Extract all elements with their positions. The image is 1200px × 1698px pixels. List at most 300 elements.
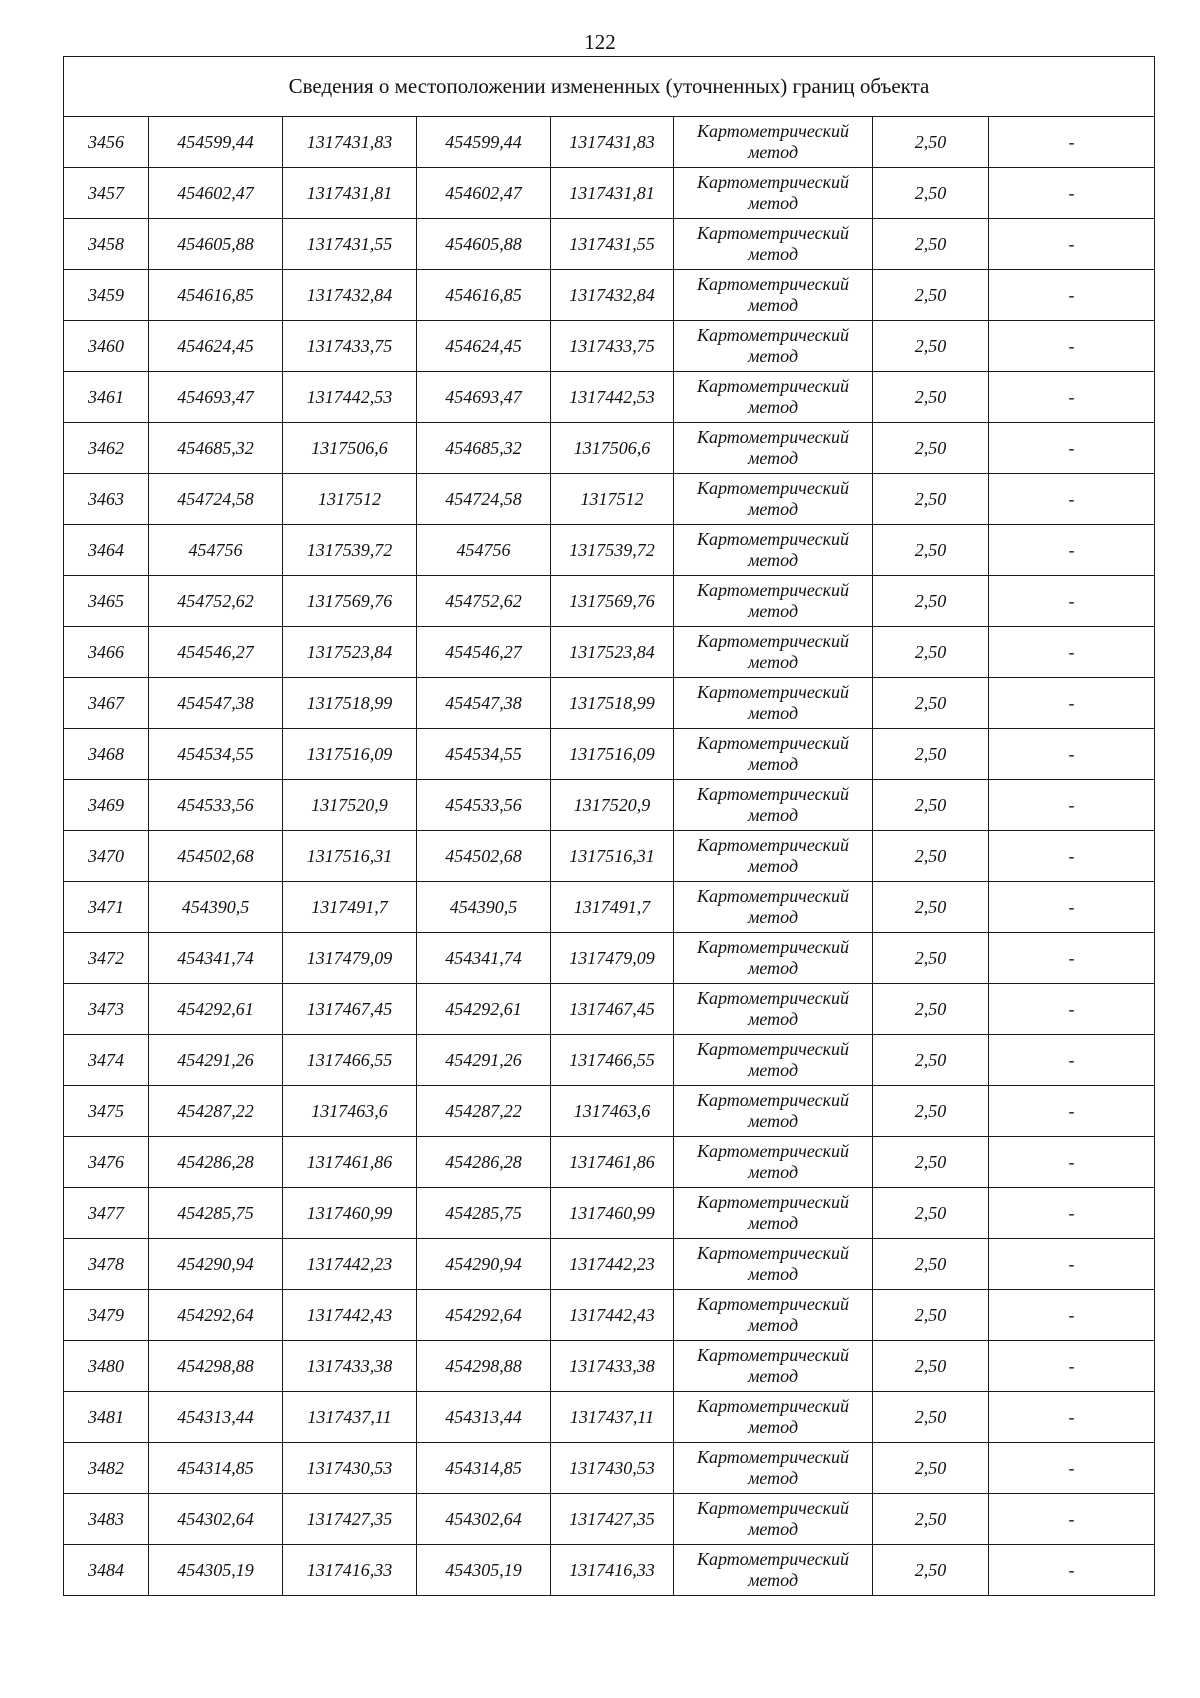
method-cell xyxy=(674,780,873,831)
point-number-cell: 3465 xyxy=(64,576,149,627)
method-line-1: Картометрический xyxy=(696,478,849,498)
refined-x-cell: 454693,47 xyxy=(417,372,551,423)
method-line-2: метод xyxy=(747,1060,799,1080)
refined-y-cell: 1317463,6 xyxy=(551,1086,674,1137)
method-line-1: Картометрический xyxy=(696,1039,849,1059)
method-cell xyxy=(674,831,873,882)
method-line-2: метод xyxy=(747,856,799,876)
method-line-2: метод xyxy=(747,652,799,672)
method-line-2: метод xyxy=(747,1162,799,1182)
method-cell xyxy=(674,1239,873,1290)
method-cell xyxy=(674,1443,873,1494)
table-row xyxy=(64,678,1155,729)
table-row xyxy=(64,321,1155,372)
existing-y-cell: 1317467,45 xyxy=(283,984,417,1035)
table-row xyxy=(64,1086,1155,1137)
table-row xyxy=(64,117,1155,168)
method-cell xyxy=(674,678,873,729)
method-cell xyxy=(674,933,873,984)
refined-x-cell: 454313,44 xyxy=(417,1392,551,1443)
existing-y-cell: 1317516,31 xyxy=(283,831,417,882)
existing-x-cell: 454605,88 xyxy=(149,219,283,270)
description-cell: - xyxy=(989,984,1155,1035)
method-line-1: Картометрический xyxy=(696,1192,849,1212)
method-line-1: Картометрический xyxy=(696,1243,849,1263)
existing-y-cell: 1317463,6 xyxy=(283,1086,417,1137)
table-row xyxy=(64,831,1155,882)
existing-y-cell: 1317431,81 xyxy=(283,168,417,219)
existing-y-cell: 1317433,75 xyxy=(283,321,417,372)
method-line-2: метод xyxy=(747,244,799,264)
method-line-1: Картометрический xyxy=(696,529,849,549)
point-number-cell: 3467 xyxy=(64,678,149,729)
existing-x-cell: 454314,85 xyxy=(149,1443,283,1494)
existing-y-cell: 1317437,11 xyxy=(283,1392,417,1443)
point-number-cell: 3466 xyxy=(64,627,149,678)
point-number-cell: 3472 xyxy=(64,933,149,984)
description-cell: - xyxy=(989,474,1155,525)
accuracy-cell: 2,50 xyxy=(873,1494,989,1545)
point-number-cell: 3460 xyxy=(64,321,149,372)
accuracy-cell: 2,50 xyxy=(873,270,989,321)
table-row xyxy=(64,1545,1155,1596)
method-cell xyxy=(674,1137,873,1188)
refined-y-cell: 1317467,45 xyxy=(551,984,674,1035)
accuracy-cell: 2,50 xyxy=(873,372,989,423)
refined-x-cell: 454390,5 xyxy=(417,882,551,933)
method-line-2: метод xyxy=(747,295,799,315)
existing-x-cell: 454390,5 xyxy=(149,882,283,933)
point-number-cell: 3458 xyxy=(64,219,149,270)
table-row xyxy=(64,780,1155,831)
refined-x-cell: 454599,44 xyxy=(417,117,551,168)
method-cell xyxy=(674,1545,873,1596)
method-line-2: метод xyxy=(747,550,799,570)
method-cell xyxy=(674,576,873,627)
existing-y-cell: 1317432,84 xyxy=(283,270,417,321)
existing-y-cell: 1317442,23 xyxy=(283,1239,417,1290)
refined-x-cell: 454616,85 xyxy=(417,270,551,321)
description-cell: - xyxy=(989,1035,1155,1086)
existing-y-cell: 1317491,7 xyxy=(283,882,417,933)
method-line-1: Картометрический xyxy=(696,427,849,447)
existing-y-cell: 1317442,43 xyxy=(283,1290,417,1341)
description-cell: - xyxy=(989,270,1155,321)
existing-y-cell: 1317430,53 xyxy=(283,1443,417,1494)
accuracy-cell: 2,50 xyxy=(873,525,989,576)
accuracy-cell: 2,50 xyxy=(873,423,989,474)
refined-y-cell: 1317416,33 xyxy=(551,1545,674,1596)
accuracy-cell: 2,50 xyxy=(873,576,989,627)
existing-y-cell: 1317506,6 xyxy=(283,423,417,474)
method-line-1: Картометрический xyxy=(696,835,849,855)
method-line-2: метод xyxy=(747,1468,799,1488)
refined-y-cell: 1317461,86 xyxy=(551,1137,674,1188)
method-line-1: Картометрический xyxy=(696,274,849,294)
point-number-cell: 3469 xyxy=(64,780,149,831)
existing-x-cell: 454724,58 xyxy=(149,474,283,525)
description-cell: - xyxy=(989,882,1155,933)
method-cell xyxy=(674,984,873,1035)
method-line-2: метод xyxy=(747,397,799,417)
accuracy-cell: 2,50 xyxy=(873,729,989,780)
table-row xyxy=(64,168,1155,219)
method-line-2: метод xyxy=(747,142,799,162)
accuracy-cell: 2,50 xyxy=(873,933,989,984)
refined-y-cell: 1317431,81 xyxy=(551,168,674,219)
method-line-2: метод xyxy=(747,1213,799,1233)
description-cell: - xyxy=(989,1086,1155,1137)
method-line-1: Картометрический xyxy=(696,1294,849,1314)
existing-x-cell: 454287,22 xyxy=(149,1086,283,1137)
refined-y-cell: 1317431,55 xyxy=(551,219,674,270)
accuracy-cell: 2,50 xyxy=(873,474,989,525)
refined-x-cell: 454685,32 xyxy=(417,423,551,474)
existing-y-cell: 1317461,86 xyxy=(283,1137,417,1188)
point-number-cell: 3479 xyxy=(64,1290,149,1341)
refined-x-cell: 454287,22 xyxy=(417,1086,551,1137)
method-line-2: метод xyxy=(747,754,799,774)
table-row xyxy=(64,1239,1155,1290)
description-cell: - xyxy=(989,321,1155,372)
method-cell xyxy=(674,729,873,780)
point-number-cell: 3461 xyxy=(64,372,149,423)
existing-x-cell: 454599,44 xyxy=(149,117,283,168)
existing-x-cell: 454292,64 xyxy=(149,1290,283,1341)
method-line-2: метод xyxy=(747,805,799,825)
accuracy-cell: 2,50 xyxy=(873,882,989,933)
point-number-cell: 3483 xyxy=(64,1494,149,1545)
existing-x-cell: 454616,85 xyxy=(149,270,283,321)
refined-x-cell: 454624,45 xyxy=(417,321,551,372)
table-row xyxy=(64,372,1155,423)
refined-x-cell: 454298,88 xyxy=(417,1341,551,1392)
method-line-2: метод xyxy=(747,958,799,978)
existing-y-cell: 1317466,55 xyxy=(283,1035,417,1086)
method-line-1: Картометрический xyxy=(696,1549,849,1569)
accuracy-cell: 2,50 xyxy=(873,1137,989,1188)
point-number-cell: 3468 xyxy=(64,729,149,780)
method-cell xyxy=(674,117,873,168)
table-row xyxy=(64,1341,1155,1392)
method-line-2: метод xyxy=(747,499,799,519)
refined-y-cell: 1317432,84 xyxy=(551,270,674,321)
point-number-cell: 3463 xyxy=(64,474,149,525)
refined-y-cell: 1317442,53 xyxy=(551,372,674,423)
description-cell: - xyxy=(989,1545,1155,1596)
accuracy-cell: 2,50 xyxy=(873,780,989,831)
method-line-1: Картометрический xyxy=(696,223,849,243)
refined-x-cell: 454724,58 xyxy=(417,474,551,525)
existing-y-cell: 1317512 xyxy=(283,474,417,525)
description-cell: - xyxy=(989,933,1155,984)
accuracy-cell: 2,50 xyxy=(873,1086,989,1137)
existing-x-cell: 454302,64 xyxy=(149,1494,283,1545)
method-line-1: Картометрический xyxy=(696,988,849,1008)
refined-y-cell: 1317442,23 xyxy=(551,1239,674,1290)
refined-x-cell: 454292,61 xyxy=(417,984,551,1035)
refined-y-cell: 1317460,99 xyxy=(551,1188,674,1239)
accuracy-cell: 2,50 xyxy=(873,1341,989,1392)
method-line-2: метод xyxy=(747,703,799,723)
refined-y-cell: 1317466,55 xyxy=(551,1035,674,1086)
description-cell: - xyxy=(989,525,1155,576)
method-cell xyxy=(674,1392,873,1443)
refined-y-cell: 1317433,38 xyxy=(551,1341,674,1392)
existing-x-cell: 454298,88 xyxy=(149,1341,283,1392)
refined-x-cell: 454305,19 xyxy=(417,1545,551,1596)
method-cell xyxy=(674,1494,873,1545)
method-cell xyxy=(674,372,873,423)
refined-x-cell: 454292,64 xyxy=(417,1290,551,1341)
table-row xyxy=(64,729,1155,780)
method-line-2: метод xyxy=(747,1519,799,1539)
refined-x-cell: 454290,94 xyxy=(417,1239,551,1290)
point-number-cell: 3482 xyxy=(64,1443,149,1494)
method-line-1: Картометрический xyxy=(696,580,849,600)
method-cell xyxy=(674,1086,873,1137)
refined-y-cell: 1317506,6 xyxy=(551,423,674,474)
table-row xyxy=(64,1188,1155,1239)
method-line-2: метод xyxy=(747,1570,799,1590)
existing-x-cell: 454341,74 xyxy=(149,933,283,984)
method-cell xyxy=(674,1341,873,1392)
point-number-cell: 3480 xyxy=(64,1341,149,1392)
method-line-1: Картометрический xyxy=(696,1090,849,1110)
refined-y-cell: 1317516,09 xyxy=(551,729,674,780)
method-cell xyxy=(674,423,873,474)
table-row xyxy=(64,423,1155,474)
table-row xyxy=(64,1137,1155,1188)
method-cell xyxy=(674,1290,873,1341)
accuracy-cell: 2,50 xyxy=(873,1035,989,1086)
refined-y-cell: 1317516,31 xyxy=(551,831,674,882)
accuracy-cell: 2,50 xyxy=(873,1443,989,1494)
method-line-1: Картометрический xyxy=(696,682,849,702)
table-row xyxy=(64,525,1155,576)
table-title-row xyxy=(64,57,1155,117)
existing-y-cell: 1317416,33 xyxy=(283,1545,417,1596)
existing-x-cell: 454546,27 xyxy=(149,627,283,678)
method-cell xyxy=(674,1035,873,1086)
refined-x-cell: 454752,62 xyxy=(417,576,551,627)
method-line-1: Картометрический xyxy=(696,1498,849,1518)
existing-x-cell: 454534,55 xyxy=(149,729,283,780)
method-line-2: метод xyxy=(747,1366,799,1386)
point-number-cell: 3474 xyxy=(64,1035,149,1086)
table-row xyxy=(64,933,1155,984)
refined-x-cell: 454502,68 xyxy=(417,831,551,882)
refined-y-cell: 1317430,53 xyxy=(551,1443,674,1494)
method-line-2: метод xyxy=(747,1315,799,1335)
point-number-cell: 3470 xyxy=(64,831,149,882)
existing-x-cell: 454602,47 xyxy=(149,168,283,219)
method-line-2: метод xyxy=(747,1111,799,1131)
point-number-cell: 3464 xyxy=(64,525,149,576)
method-line-1: Картометрический xyxy=(696,325,849,345)
method-cell xyxy=(674,270,873,321)
description-cell: - xyxy=(989,831,1155,882)
existing-y-cell: 1317442,53 xyxy=(283,372,417,423)
method-line-1: Картометрический xyxy=(696,886,849,906)
method-cell xyxy=(674,525,873,576)
refined-x-cell: 454314,85 xyxy=(417,1443,551,1494)
table-row xyxy=(64,1494,1155,1545)
method-line-2: метод xyxy=(747,907,799,927)
existing-y-cell: 1317516,09 xyxy=(283,729,417,780)
method-line-2: метод xyxy=(747,601,799,621)
method-line-1: Картометрический xyxy=(696,1447,849,1467)
point-number-cell: 3457 xyxy=(64,168,149,219)
existing-x-cell: 454756 xyxy=(149,525,283,576)
method-line-1: Картометрический xyxy=(696,172,849,192)
refined-y-cell: 1317479,09 xyxy=(551,933,674,984)
point-number-cell: 3475 xyxy=(64,1086,149,1137)
existing-y-cell: 1317539,72 xyxy=(283,525,417,576)
accuracy-cell: 2,50 xyxy=(873,117,989,168)
refined-x-cell: 454302,64 xyxy=(417,1494,551,1545)
table-row xyxy=(64,1290,1155,1341)
refined-x-cell: 454547,38 xyxy=(417,678,551,729)
existing-x-cell: 454693,47 xyxy=(149,372,283,423)
description-cell: - xyxy=(989,576,1155,627)
boundary-coordinates-table xyxy=(63,56,1155,1596)
existing-x-cell: 454547,38 xyxy=(149,678,283,729)
accuracy-cell: 2,50 xyxy=(873,1545,989,1596)
method-line-2: метод xyxy=(747,1264,799,1284)
existing-x-cell: 454305,19 xyxy=(149,1545,283,1596)
table-row xyxy=(64,474,1155,525)
point-number-cell: 3471 xyxy=(64,882,149,933)
existing-y-cell: 1317520,9 xyxy=(283,780,417,831)
refined-x-cell: 454285,75 xyxy=(417,1188,551,1239)
existing-x-cell: 454292,61 xyxy=(149,984,283,1035)
point-number-cell: 3462 xyxy=(64,423,149,474)
existing-x-cell: 454313,44 xyxy=(149,1392,283,1443)
existing-y-cell: 1317460,99 xyxy=(283,1188,417,1239)
table-title: Сведения о местоположении измененных (уточненных) границ объекта xyxy=(64,57,1155,117)
point-number-cell: 3477 xyxy=(64,1188,149,1239)
refined-y-cell: 1317520,9 xyxy=(551,780,674,831)
table-row xyxy=(64,627,1155,678)
table-row xyxy=(64,1035,1155,1086)
description-cell: - xyxy=(989,1392,1155,1443)
method-line-2: метод xyxy=(747,1009,799,1029)
existing-x-cell: 454685,32 xyxy=(149,423,283,474)
description-cell: - xyxy=(989,423,1155,474)
description-cell: - xyxy=(989,1341,1155,1392)
method-line-1: Картометрический xyxy=(696,1141,849,1161)
page-number: 122 xyxy=(584,30,616,54)
refined-y-cell: 1317512 xyxy=(551,474,674,525)
accuracy-cell: 2,50 xyxy=(873,219,989,270)
existing-y-cell: 1317427,35 xyxy=(283,1494,417,1545)
point-number-cell: 3478 xyxy=(64,1239,149,1290)
refined-x-cell: 454756 xyxy=(417,525,551,576)
refined-x-cell: 454286,28 xyxy=(417,1137,551,1188)
method-line-1: Картометрический xyxy=(696,733,849,753)
refined-x-cell: 454534,55 xyxy=(417,729,551,780)
existing-x-cell: 454286,28 xyxy=(149,1137,283,1188)
accuracy-cell: 2,50 xyxy=(873,984,989,1035)
method-cell xyxy=(674,1188,873,1239)
refined-y-cell: 1317437,11 xyxy=(551,1392,674,1443)
refined-y-cell: 1317539,72 xyxy=(551,525,674,576)
refined-x-cell: 454533,56 xyxy=(417,780,551,831)
existing-x-cell: 454291,26 xyxy=(149,1035,283,1086)
method-cell xyxy=(674,321,873,372)
method-cell xyxy=(674,474,873,525)
refined-y-cell: 1317442,43 xyxy=(551,1290,674,1341)
table-row xyxy=(64,882,1155,933)
description-cell: - xyxy=(989,678,1155,729)
point-number-cell: 3484 xyxy=(64,1545,149,1596)
refined-y-cell: 1317433,75 xyxy=(551,321,674,372)
method-line-2: метод xyxy=(747,193,799,213)
method-cell xyxy=(674,219,873,270)
table-row xyxy=(64,1392,1155,1443)
method-line-2: метод xyxy=(747,346,799,366)
existing-y-cell: 1317431,55 xyxy=(283,219,417,270)
method-line-1: Картометрический xyxy=(696,784,849,804)
point-number-cell: 3476 xyxy=(64,1137,149,1188)
description-cell: - xyxy=(989,1290,1155,1341)
description-cell: - xyxy=(989,117,1155,168)
description-cell: - xyxy=(989,729,1155,780)
existing-y-cell: 1317523,84 xyxy=(283,627,417,678)
method-line-1: Картометрический xyxy=(696,121,849,141)
accuracy-cell: 2,50 xyxy=(873,1239,989,1290)
existing-y-cell: 1317431,83 xyxy=(283,117,417,168)
existing-y-cell: 1317569,76 xyxy=(283,576,417,627)
accuracy-cell: 2,50 xyxy=(873,1188,989,1239)
existing-y-cell: 1317479,09 xyxy=(283,933,417,984)
description-cell: - xyxy=(989,1494,1155,1545)
existing-x-cell: 454502,68 xyxy=(149,831,283,882)
refined-y-cell: 1317427,35 xyxy=(551,1494,674,1545)
refined-x-cell: 454291,26 xyxy=(417,1035,551,1086)
table-body xyxy=(64,117,1155,1596)
accuracy-cell: 2,50 xyxy=(873,831,989,882)
table-row xyxy=(64,1443,1155,1494)
point-number-cell: 3456 xyxy=(64,117,149,168)
accuracy-cell: 2,50 xyxy=(873,321,989,372)
accuracy-cell: 2,50 xyxy=(873,1290,989,1341)
existing-x-cell: 454624,45 xyxy=(149,321,283,372)
table-row xyxy=(64,576,1155,627)
description-cell: - xyxy=(989,168,1155,219)
refined-y-cell: 1317523,84 xyxy=(551,627,674,678)
method-line-1: Картометрический xyxy=(696,1345,849,1365)
table-row xyxy=(64,270,1155,321)
point-number-cell: 3473 xyxy=(64,984,149,1035)
description-cell: - xyxy=(989,1239,1155,1290)
method-line-1: Картометрический xyxy=(696,937,849,957)
description-cell: - xyxy=(989,1188,1155,1239)
existing-x-cell: 454752,62 xyxy=(149,576,283,627)
method-line-1: Картометрический xyxy=(696,1396,849,1416)
description-cell: - xyxy=(989,780,1155,831)
accuracy-cell: 2,50 xyxy=(873,168,989,219)
existing-y-cell: 1317433,38 xyxy=(283,1341,417,1392)
existing-x-cell: 454290,94 xyxy=(149,1239,283,1290)
accuracy-cell: 2,50 xyxy=(873,1392,989,1443)
accuracy-cell: 2,50 xyxy=(873,678,989,729)
refined-x-cell: 454605,88 xyxy=(417,219,551,270)
table-row xyxy=(64,984,1155,1035)
description-cell: - xyxy=(989,219,1155,270)
description-cell: - xyxy=(989,1137,1155,1188)
